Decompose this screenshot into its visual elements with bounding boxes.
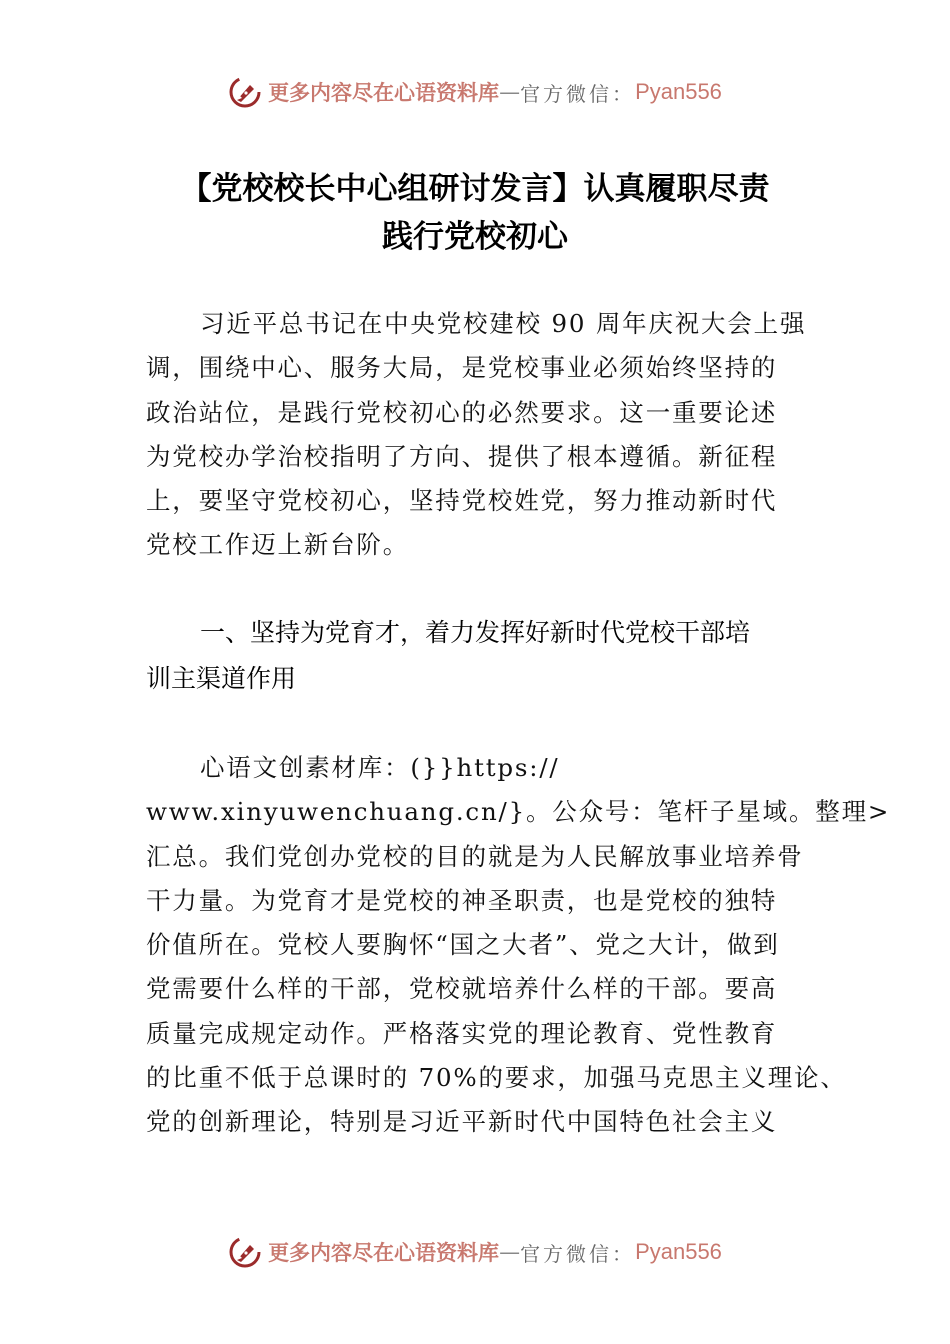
heading-line: 一、坚持为党育才，着力发挥好新时代党校干部培 <box>200 618 751 647</box>
footer-banner <box>0 1232 950 1272</box>
banner-dash: — <box>499 1240 521 1264</box>
paragraph-line: 党需要什么样的干部，党校就培养什么样的干部。要高 <box>146 974 778 1004</box>
heading-line: 训主渠道作用 <box>146 664 297 693</box>
paragraph-line: 为党校办学治校指明了方向、提供了根本遵循。新征程 <box>146 441 778 471</box>
document-title <box>100 165 850 261</box>
paragraph-line: 价值所在。党校人要胸怀“国之大者”、党之大计，做到 <box>146 930 780 960</box>
title-line-1: 【党校校长中心组研讨发言】认真履职尽责 <box>180 171 770 207</box>
paragraph-line: 干力量。为党育才是党校的神圣职责，也是党校的独特 <box>146 885 778 915</box>
wechat-label: 官方微信： <box>520 81 636 106</box>
banner-dash: — <box>499 80 521 104</box>
paragraph-line: www.xinyuwenchuang.cn/}。公众号：笔杆子星域。整理> <box>146 797 891 827</box>
paragraph-line: 习近平总书记在中央党校建校 90 周年庆祝大会上强 <box>200 309 807 338</box>
paragraph-line: 的比重不低于总课时的 70%的要求，加强马克思主义理论、 <box>146 1063 847 1093</box>
paragraph-line: 质量完成规定动作。严格落实党的理论教育、党性教育 <box>146 1018 778 1048</box>
pen-nib-logo-icon <box>228 75 262 109</box>
wechat-label: 官方微信： <box>520 1241 636 1266</box>
paragraph-line: 调，围绕中心、服务大局，是党校事业必须始终坚持的 <box>146 353 778 383</box>
paragraph-line: 心语文创素材库：(}}https:// <box>200 753 560 782</box>
wechat-id: Pyan556 <box>635 79 722 104</box>
section-heading-1 <box>146 610 836 702</box>
paragraph-line: 汇总。我们党创办党校的目的就是为人民解放事业培养骨 <box>146 841 804 871</box>
promo-text: 更多内容尽在心语资料库 <box>268 80 500 105</box>
paragraph-line: 上，要坚守党校初心，坚持党校姓党，努力推动新时代 <box>146 486 778 516</box>
paragraph-intro <box>146 302 836 568</box>
header-banner <box>0 72 950 112</box>
paragraph-section-1 <box>146 746 891 1145</box>
paragraph-line: 政治站位，是践行党校初心的必然要求。这一重要论述 <box>146 397 778 427</box>
wechat-id: Pyan556 <box>635 1239 722 1264</box>
paragraph-line: 党的创新理论，特别是习近平新时代中国特色社会主义 <box>146 1107 778 1137</box>
paragraph-line: 党校工作迈上新台阶。 <box>146 530 409 560</box>
promo-text: 更多内容尽在心语资料库 <box>268 1240 500 1265</box>
title-line-2: 践行党校初心 <box>382 219 568 255</box>
pen-nib-logo-icon <box>228 1235 262 1269</box>
